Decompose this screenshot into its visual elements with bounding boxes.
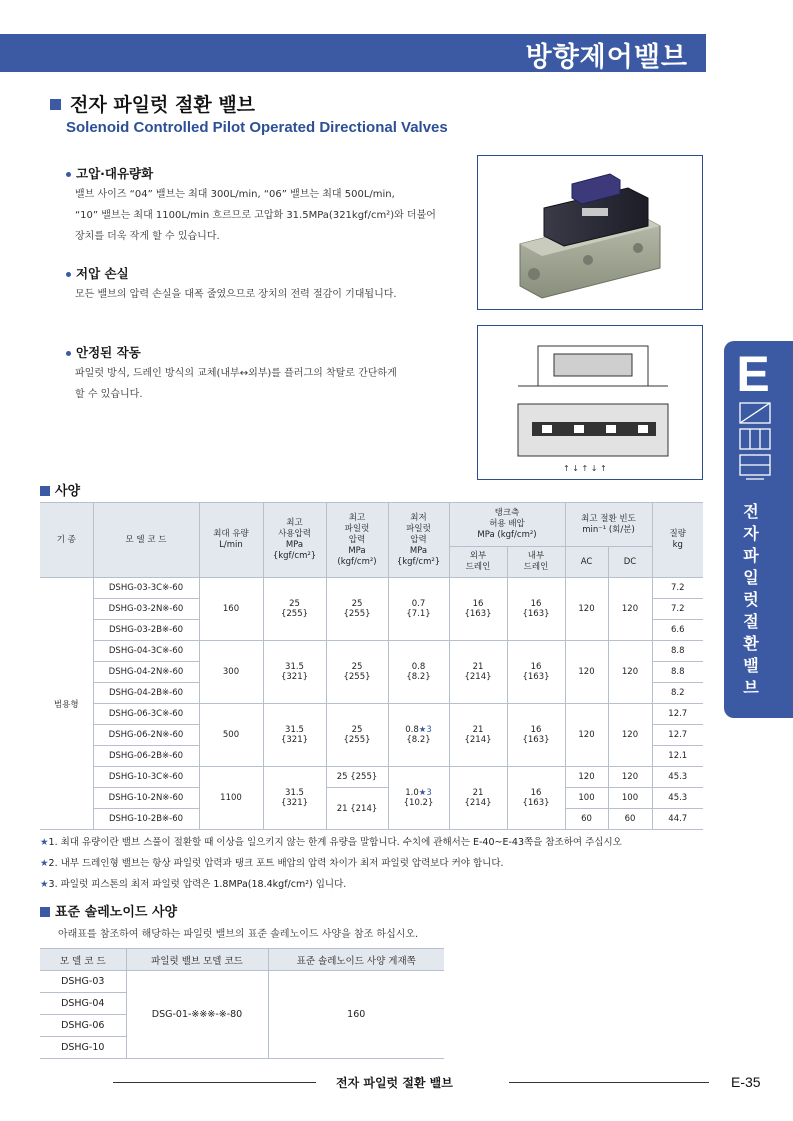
ac-value: 120	[565, 578, 608, 641]
sol-model: DSHG-10	[40, 1037, 126, 1059]
feature-line: 밸브 사이즈 “04” 밸브는 최대 300L/min, “06” 밸브는 최대 500L/min,	[75, 189, 395, 200]
header-bar	[0, 34, 706, 72]
note-item: ★3. 파일럿 피스톤의 최저 파일럿 압력은 1.8MPa(18.4kgf/cm²) 입니다.	[40, 879, 347, 890]
max-pressure-value: 31.5 {321}	[263, 767, 326, 830]
solenoid-description: 아래표를 참조하여 해당하는 파일럿 밸브의 표준 솔레노이드 사양을 참조 하십시오.	[58, 929, 419, 940]
mass-value: 12.1	[652, 746, 703, 767]
section-square-icon	[40, 486, 50, 496]
tank-int-value: 16 {163}	[507, 578, 565, 641]
chapter-title	[736, 501, 766, 699]
mass-value: 8.2	[652, 683, 703, 704]
mass-value: 7.2	[652, 578, 703, 599]
feature-line: 파일럿 방식, 드레인 방식의 교체(내부↔외부)를 플러그의 착탈로 간단하게	[75, 368, 397, 379]
table-row	[40, 704, 703, 725]
min-pilot-value: 0.8 {8.2}	[388, 641, 449, 704]
header-min-pilot: 최저 파일럿 압력 MPa {kgf/cm²}	[388, 503, 449, 578]
tank-ext-value: 21 {214}	[449, 767, 507, 830]
chapter-char: 밸	[743, 656, 759, 675]
tank-ext-value: 21 {214}	[449, 704, 507, 767]
cross-section-drawing	[477, 325, 703, 480]
note-item: ★1. 최대 유량이란 밸브 스풀이 절환할 때 이상을 일으키지 않는 한계 유량을 말합니다. 수치에 관해서는 E-40~E-43쪽을 참조하여 주십시오	[40, 837, 622, 848]
feature-line: “10” 밸브는 최대 1100L/min 흐르므로 고압화 31.5MPa(321kgf/cm²)와 더불어	[75, 210, 436, 221]
footer-divider	[509, 1082, 709, 1083]
star-icon: ★	[40, 837, 49, 848]
model-code: DSHG-03-2B※-60	[93, 620, 199, 641]
model-code: DSHG-04-2B※-60	[93, 683, 199, 704]
max-pilot-value: 25 {255}	[326, 704, 388, 767]
model-code: DSHG-06-3C※-60	[93, 704, 199, 725]
model-code: DSHG-10-3C※-60	[93, 767, 199, 788]
sol-page: 160	[268, 971, 444, 1059]
category-title: 방향제어밸브	[525, 42, 688, 73]
table-row	[40, 641, 703, 662]
sol-model: DSHG-03	[40, 971, 126, 993]
solenoid-table	[40, 948, 444, 1059]
model-code: DSHG-06-2B※-60	[93, 746, 199, 767]
header-max-pilot: 최고 파일럿 압력 MPa (kgf/cm²)	[326, 503, 388, 578]
chapter-tab	[724, 341, 793, 718]
mass-value: 12.7	[652, 725, 703, 746]
footer-divider	[113, 1082, 316, 1083]
notes	[40, 832, 622, 895]
title-square-icon	[50, 99, 61, 110]
min-pilot-value: 1.0★3 {10.2}	[388, 767, 449, 830]
flow-value: 1100	[199, 767, 263, 830]
max-pilot-value: 25 {255}	[326, 641, 388, 704]
min-pilot-value: 0.8★3 {8.2}	[388, 704, 449, 767]
page-number: E-35	[731, 1074, 761, 1090]
mass-value: 44.7	[652, 809, 703, 830]
max-pressure-value: 31.5 {321}	[263, 704, 326, 767]
feature-heading: 안정된 작동	[76, 345, 141, 360]
flow-value: 500	[199, 704, 263, 767]
table-row	[40, 971, 444, 993]
sol-model: DSHG-06	[40, 1015, 126, 1037]
dc-value: 120	[608, 578, 652, 641]
header-tank-int: 내부 드레인	[507, 547, 565, 578]
model-code: DSHG-10-2B※-60	[93, 809, 199, 830]
tank-int-value: 16 {163}	[507, 704, 565, 767]
chapter-char: 파	[743, 546, 759, 565]
mass-value: 8.8	[652, 662, 703, 683]
max-pilot-value: 21 {214}	[326, 788, 388, 830]
dc-value: 100	[608, 788, 652, 809]
table-row	[40, 788, 703, 809]
ac-value: 100	[565, 788, 608, 809]
flow-value: 160	[199, 578, 263, 641]
page-subtitle: Solenoid Controlled Pilot Operated Directional Valves	[66, 119, 448, 136]
feature-heading: 저압 손실	[76, 266, 129, 281]
model-code: DSHG-03-2N※-60	[93, 599, 199, 620]
footer-title: 전자 파일럿 절환 밸브	[336, 1076, 453, 1090]
dc-value: 120	[608, 767, 652, 788]
solenoid-heading-text: 표준 솔레노이드 사양	[55, 905, 178, 920]
sol-header-pilot: 파일럿 밸브 모델 코드	[126, 949, 268, 971]
note-mark: ★3	[418, 788, 432, 798]
header-tank: 탱크측 허용 배압 MPa (kgf/cm²)	[449, 503, 565, 547]
mass-value: 7.2	[652, 599, 703, 620]
mass-value: 45.3	[652, 788, 703, 809]
max-pilot-value: 25 {255}	[326, 578, 388, 641]
model-code: DSHG-03-3C※-60	[93, 578, 199, 599]
feature-2	[66, 264, 466, 305]
feature-3	[66, 343, 466, 405]
dc-value: 120	[608, 704, 652, 767]
header-dc: DC	[608, 547, 652, 578]
ac-value: 120	[565, 704, 608, 767]
header-freq: 최고 절환 빈도 min⁻¹ (회/분)	[565, 503, 652, 547]
chapter-char: 브	[743, 678, 759, 697]
section-square-icon	[40, 907, 50, 917]
tank-ext-value: 16 {163}	[449, 578, 507, 641]
page-title: 전자 파일럿 절환 밸브	[70, 94, 256, 116]
spec-heading-text: 사양	[55, 484, 81, 499]
header-tank-ext: 외부 드레인	[449, 547, 507, 578]
mass-value: 45.3	[652, 767, 703, 788]
chapter-char: 환	[743, 634, 759, 653]
bullet-icon	[66, 272, 71, 277]
chapter-char: 전	[743, 502, 759, 521]
model-code: DSHG-04-2N※-60	[93, 662, 199, 683]
chapter-char: 자	[743, 524, 759, 543]
bullet-icon	[66, 172, 71, 177]
chapter-symbol-icon	[736, 401, 774, 491]
chapter-letter: E	[736, 346, 770, 402]
sol-pilot-code: DSG-01-※※※-※-80	[126, 971, 268, 1059]
tank-int-value: 16 {163}	[507, 641, 565, 704]
star-icon: ★	[40, 858, 49, 869]
header-model: 모 델 코 드	[93, 503, 199, 578]
header-flow: 최대 유량 L/min	[199, 503, 263, 578]
table-row	[40, 767, 703, 788]
note-item: ★2. 내부 드레인형 밸브는 항상 파일럿 압력과 탱크 포트 배압의 압력 차이가 최저 파일럿 압력보다 커야 합니다.	[40, 858, 504, 869]
feature-heading: 고압·대유량화	[76, 166, 154, 181]
model-code: DSHG-04-3C※-60	[93, 641, 199, 662]
dc-value: 120	[608, 641, 652, 704]
feature-line: 장치를 더욱 작게 할 수 있습니다.	[75, 231, 220, 242]
header-mass: 질량 kg	[652, 503, 703, 578]
product-photo	[477, 155, 703, 310]
svg-text:↑ ↓ ↑ ↓ ↑: ↑ ↓ ↑ ↓ ↑	[563, 464, 607, 473]
sol-header-model: 모 델 코 드	[40, 949, 126, 971]
cross-section-illustration	[478, 326, 702, 479]
ac-value: 120	[565, 767, 608, 788]
group-label: 범용형	[40, 578, 93, 830]
header-standard: 기 종	[40, 503, 93, 578]
valve-illustration	[478, 156, 702, 309]
mass-value: 12.7	[652, 704, 703, 725]
chapter-char: 절	[743, 612, 759, 631]
min-pilot-value: 0.7 {7.1}	[388, 578, 449, 641]
tank-ext-value: 21 {214}	[449, 641, 507, 704]
mass-value: 8.8	[652, 641, 703, 662]
solenoid-heading	[40, 901, 177, 920]
model-code: DSHG-10-2N※-60	[93, 788, 199, 809]
table-row	[40, 578, 703, 599]
dc-value: 60	[608, 809, 652, 830]
max-pressure-value: 25 {255}	[263, 578, 326, 641]
header-ac: AC	[565, 547, 608, 578]
spec-table	[40, 502, 703, 830]
tank-int-value: 16 {163}	[507, 767, 565, 830]
feature-1	[66, 164, 466, 247]
spec-heading	[40, 480, 80, 499]
ac-value: 120	[565, 641, 608, 704]
chapter-char: 럿	[743, 590, 759, 609]
max-pressure-value: 31.5 {321}	[263, 641, 326, 704]
feature-line: 모든 밸브의 압력 손실을 대폭 줄였으므로 장치의 전력 절감이 기대됩니다.	[75, 289, 397, 300]
bullet-icon	[66, 351, 71, 356]
ac-value: 60	[565, 809, 608, 830]
model-code: DSHG-06-2N※-60	[93, 725, 199, 746]
chapter-char: 일	[743, 568, 759, 587]
max-pilot-value: 25 {255}	[326, 767, 388, 788]
header-max-pressure: 최고 사용압력 MPa {kgf/cm²}	[263, 503, 326, 578]
note-mark: ★3	[418, 725, 432, 735]
flow-value: 300	[199, 641, 263, 704]
feature-line: 할 수 있습니다.	[75, 389, 143, 400]
star-icon: ★	[40, 879, 49, 890]
sol-model: DSHG-04	[40, 993, 126, 1015]
mass-value: 6.6	[652, 620, 703, 641]
sol-header-page: 표준 솔레노이드 사양 게재쪽	[268, 949, 444, 971]
